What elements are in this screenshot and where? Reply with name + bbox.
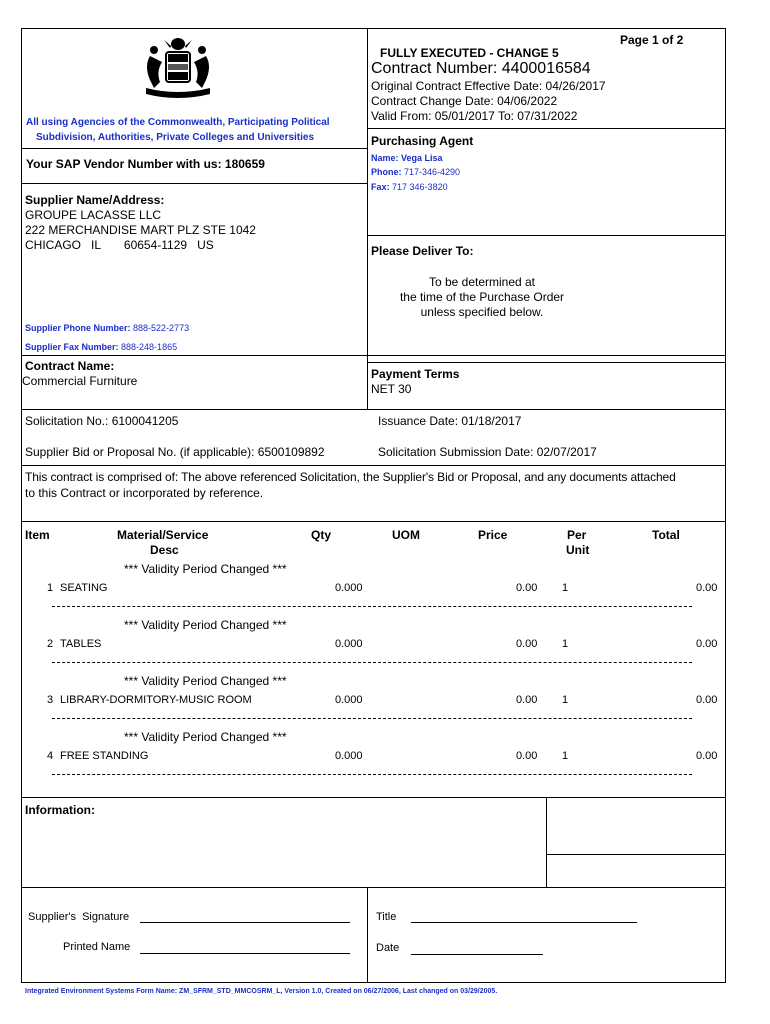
agent-phone-label: Phone: [371, 167, 402, 177]
printed-name-line[interactable] [140, 953, 350, 954]
agencies-line2: Subdivision, Authorities, Private Colleges and Universities [36, 132, 315, 143]
supplier-fax-value: 888-248-1865 [121, 342, 178, 352]
col-per-unit: Unit [566, 543, 590, 557]
contract-status: FULLY EXECUTED - CHANGE 5 [380, 46, 559, 60]
frame-bottom [21, 982, 726, 983]
agent-name-label: Name: [371, 153, 399, 163]
rule-right-agent [367, 128, 726, 129]
rule-table-header [21, 521, 726, 522]
row-description: FREE STANDING [60, 750, 149, 762]
contract-number: Contract Number: 4400016584 [371, 60, 591, 77]
issuance-date: Issuance Date: 01/18/2017 [378, 414, 522, 428]
row-per: 1 [562, 694, 569, 706]
row-qty: 0.000 [335, 638, 363, 650]
row-per: 1 [562, 638, 569, 650]
row-number: 4 [47, 750, 54, 762]
row-number: 3 [47, 694, 54, 706]
row-qty: 0.000 [335, 694, 363, 706]
rule-solicitation [21, 409, 726, 410]
row-number: 2 [47, 638, 54, 650]
agent-fax [371, 182, 448, 192]
rule-comprised [21, 465, 726, 466]
agent-name-value: Vega Lisa [401, 153, 443, 163]
row-number: 1 [47, 582, 54, 594]
supplier-address1: 222 MERCHANDISE MART PLZ STE 1042 [25, 223, 256, 237]
divider-vertical-top [367, 28, 368, 409]
rule-contract [21, 355, 726, 356]
date-label: Date [376, 942, 400, 954]
col-uom: UOM [392, 528, 420, 542]
row-price: 0.00 [516, 694, 538, 706]
date-line[interactable] [411, 954, 543, 955]
row-note: *** Validity Period Changed *** [124, 730, 287, 744]
deliver-heading: Please Deliver To: [371, 244, 474, 258]
agent-phone [371, 167, 460, 177]
contract-name-heading: Contract Name: [25, 359, 115, 373]
row-total: 0.00 [696, 638, 718, 650]
solicitation-number: Solicitation No.: 6100041205 [25, 414, 179, 428]
supplier-name: GROUPE LACASSE LLC [25, 208, 162, 222]
information-heading: Information: [25, 803, 95, 817]
col-price: Price [478, 528, 508, 542]
row-note: *** Validity Period Changed *** [124, 674, 287, 688]
row-separator [52, 662, 692, 663]
supplier-fax [25, 342, 177, 352]
row-qty: 0.000 [335, 750, 363, 762]
purchasing-agent-heading: Purchasing Agent [371, 134, 474, 148]
rule-information [21, 797, 726, 798]
comprised-line2: to this Contract or incorporated by reference. [25, 486, 264, 500]
validity-period: Valid From: 05/01/2017 To: 07/31/2022 [371, 109, 578, 123]
supplier-signature-label: Supplier's Signature [28, 911, 130, 923]
supplier-phone [25, 323, 189, 333]
agent-fax-label: Fax: [371, 182, 390, 192]
frame-right [725, 28, 726, 983]
row-qty: 0.000 [335, 582, 363, 594]
contract-change-date: Contract Change Date: 04/06/2022 [371, 94, 558, 108]
supplier-fax-label: Supplier Fax Number: [25, 342, 119, 352]
col-item: Item [25, 528, 50, 542]
rule-signature [21, 887, 726, 888]
title-line[interactable] [411, 922, 637, 923]
supplier-heading: Supplier Name/Address: [25, 193, 165, 207]
row-description: TABLES [60, 638, 102, 650]
row-price: 0.00 [516, 638, 538, 650]
rule-right-deliver [367, 235, 726, 236]
supplier-signature-line[interactable] [140, 922, 350, 923]
row-separator [52, 718, 692, 719]
row-separator [52, 606, 692, 607]
frame-top [21, 28, 726, 29]
info-box-divider-v [546, 797, 547, 887]
submission-date: Solicitation Submission Date: 02/07/2017 [378, 445, 597, 459]
rule-left-agencies [21, 148, 367, 149]
commonwealth-seal-icon [140, 36, 216, 100]
row-per: 1 [562, 582, 569, 594]
printed-name-label: Printed Name [63, 941, 131, 953]
page-indicator: Page 1 of 2 [620, 33, 684, 47]
bid-proposal-number: Supplier Bid or Proposal No. (if applicable): 6500109892 [25, 445, 325, 459]
comprised-line1: This contract is comprised of: The above referenced Solicitation, the Supplier's Bid or Proposal, and any documents attached [25, 470, 676, 484]
deliver-line1: To be determined at [428, 275, 536, 289]
row-per: 1 [562, 750, 569, 762]
col-total: Total [652, 528, 680, 542]
row-total: 0.00 [696, 750, 718, 762]
row-note: *** Validity Period Changed *** [124, 562, 287, 576]
frame-left [21, 28, 22, 983]
supplier-phone-value: 888-522-2773 [133, 323, 190, 333]
title-label: Title [376, 911, 397, 923]
supplier-address2: CHICAGO IL 60654-1129 US [25, 238, 214, 252]
col-material-desc: Desc [150, 543, 179, 557]
deliver-line3: unless specified below. [420, 305, 544, 319]
original-effective-date: Original Contract Effective Date: 04/26/2017 [371, 79, 606, 93]
supplier-phone-label: Supplier Phone Number: [25, 323, 131, 333]
payment-terms: NET 30 [371, 382, 412, 396]
row-note: *** Validity Period Changed *** [124, 618, 287, 632]
agent-phone-value: 717-346-4290 [404, 167, 461, 177]
rule-left-vendor [21, 183, 367, 184]
row-total: 0.00 [696, 694, 718, 706]
row-price: 0.00 [516, 750, 538, 762]
row-description: LIBRARY-DORMITORY-MUSIC ROOM [60, 694, 252, 706]
row-price: 0.00 [516, 582, 538, 594]
agencies-line1: All using Agencies of the Commonwealth, Participating Political [26, 117, 330, 128]
payment-terms-heading: Payment Terms [371, 367, 460, 381]
row-description: SEATING [60, 582, 108, 594]
row-total: 0.00 [696, 582, 718, 594]
form-footer: Integrated Environment Systems Form Name: ZM_SFRM_STD_MMCOSRM_L, Version 1.0, Created on 06/27/2006, Last changed on 03/29/2005. [25, 988, 498, 995]
row-separator [52, 774, 692, 775]
col-qty: Qty [311, 528, 332, 542]
deliver-line2: the time of the Purchase Order [399, 290, 565, 304]
agent-fax-value: 717 346-3820 [392, 182, 448, 192]
agent-name [371, 153, 443, 163]
signature-divider-v [367, 887, 368, 982]
info-box-divider-h [546, 854, 726, 855]
col-per: Per [567, 528, 587, 542]
rule-payment [367, 362, 726, 363]
contract-name: Commercial Furniture [22, 374, 138, 388]
sap-vendor-number: Your SAP Vendor Number with us: 180659 [26, 157, 265, 171]
col-material: Material/Service [117, 528, 209, 542]
